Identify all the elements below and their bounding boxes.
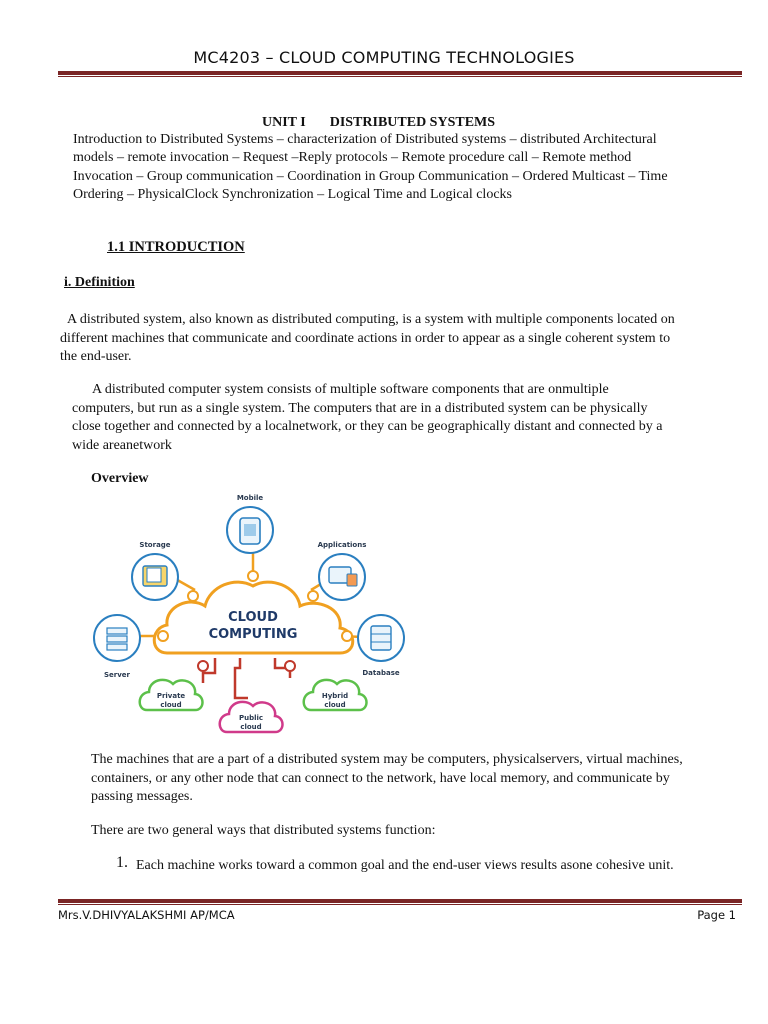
footer-rule — [58, 899, 742, 903]
cloud-title-line1: CLOUD — [228, 610, 278, 625]
public-cloud-label-1: Public — [238, 714, 264, 722]
mobile-label: Mobile — [236, 494, 264, 502]
definition-paragraph-2: A distributed computer system consists of multiple software components that are onmultiple computers, but run as a single system. The computers that are in a distributed system can be physically close together and connected by a localnetwork, or they can be geographically distant and connected by a wide areanetwork — [72, 382, 663, 453]
unit-title: DISTRIBUTED SYSTEMS — [329, 115, 496, 130]
storage-icon — [132, 554, 178, 600]
cloud-title-line2: COMPUTING — [208, 627, 298, 642]
body-paragraph-ways: There are two general ways that distributed systems function: — [91, 823, 436, 838]
server-label: Server — [103, 671, 131, 679]
applications-label: Applications — [317, 541, 367, 549]
footer-page-number: Page 1 — [697, 908, 736, 922]
list-item-text: Each machine works toward a common goal and the end-user views results asone cohesive unit. — [136, 858, 674, 873]
server-icon — [94, 615, 140, 661]
list-item-number: 1. — [116, 854, 128, 871]
syllabus-text: Introduction to Distributed Systems – characterization of Distributed systems – distributed Architectural models – remote invocation – Request –Reply protocols – Remote procedure call – Remote method Invocation – Group communication – Coordination in Group Communication – Ordered Multicast – Time Ordering – PhysicalClock Synchronization – Logical Time and Logical clocks — [73, 132, 668, 203]
header-rule — [58, 71, 742, 75]
red-connectors — [203, 658, 290, 698]
header-rule-thin — [58, 76, 742, 77]
private-cloud-label-2: cloud — [160, 701, 182, 709]
applications-icon — [319, 554, 365, 600]
database-icon — [358, 615, 404, 661]
header-title: MC4203 – CLOUD COMPUTING TECHNOLOGIES — [193, 48, 575, 67]
overview-heading: Overview — [91, 471, 149, 486]
definition-paragraph-1: A distributed system, also known as distributed computing, is a system with multiple components located on different machines that communicate and coordinate actions in order to appear as a single coherent system to the end-user. — [60, 312, 675, 365]
public-cloud-label-2: cloud — [240, 723, 262, 731]
mobile-icon — [227, 507, 273, 553]
unit-heading — [262, 115, 495, 131]
definition-heading: i. Definition — [64, 275, 135, 290]
unit-label: UNIT I — [262, 115, 306, 130]
storage-label: Storage — [139, 541, 171, 549]
cloud-computing-diagram — [85, 488, 425, 738]
list-item — [116, 854, 676, 875]
private-cloud-label-1: Private — [156, 692, 186, 700]
hybrid-cloud-label-1: Hybrid — [321, 692, 349, 700]
database-label: Database — [362, 669, 400, 677]
footer-rule-thin — [58, 904, 742, 905]
section-heading: 1.1 INTRODUCTION — [107, 239, 245, 255]
footer-author: Mrs.V.DHIVYALAKSHMI AP/MCA — [58, 908, 235, 922]
hybrid-cloud-label-2: cloud — [324, 701, 346, 709]
body-paragraph-machines: The machines that are a part of a distributed system may be computers, physicalservers, virtual machines, containers, or any other node that can connect to the network, have local memory, and communicate by passing messages. — [91, 752, 683, 805]
